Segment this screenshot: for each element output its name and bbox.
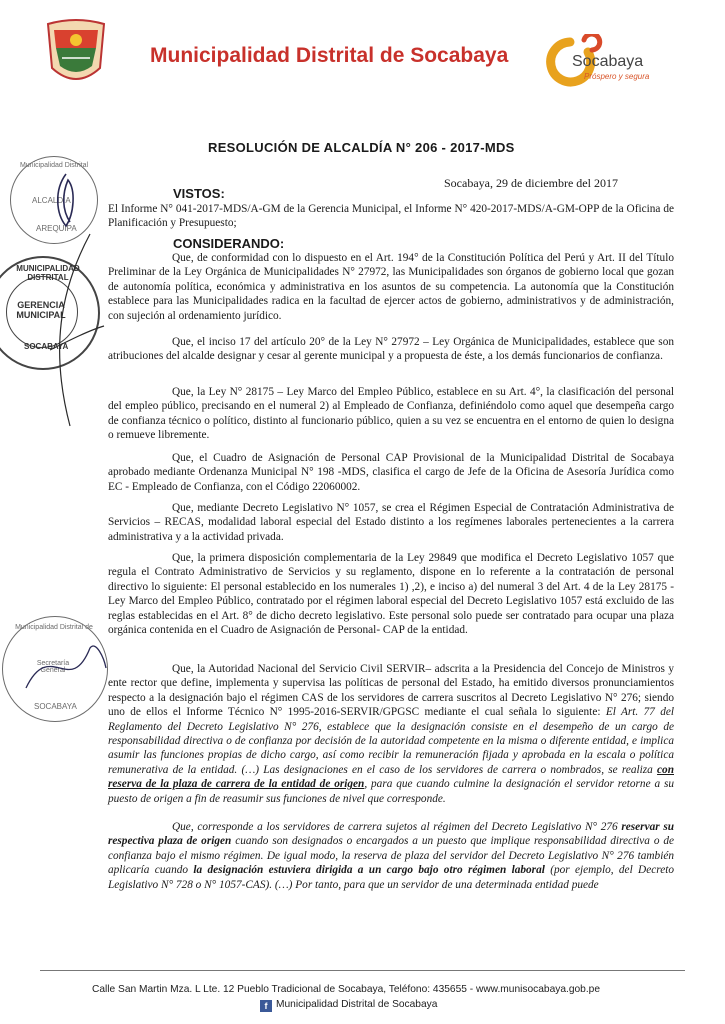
paragraph-3: Que, la Ley N° 28175 – Ley Marco del Empleo Público, establece en su Art. 4°, la clasificación del personal del empleo público, precisando en el numeral 2) al Empleado de Confianza, definiéndolo como aquel que desempeña cargo de confianza técnico o político, distinto al funcionario público, quien a su vez se encuentra en el entorno de quien lo designa o remueve libremente. — [108, 386, 674, 442]
emphasis-plaza: reservar su respectiva plaza de origen — [108, 821, 674, 848]
paragraph-6: Que, la primera disposición complementaria de la Ley 29849 que modifica el Decreto Legislativo 1057 que regula el Contrato Administrativo de Servicios y su reglamento, dispone en lo referente a la contratación de personal directivo lo siguiente: El personal establecido en los numerales 1) ,2), e inciso a) del numeral 3 del Art. 4 de la Ley 28175 - Ley Marco del Empleo Público, contratado por el régimen laboral especial del Decreto Legislativo 1057 está excluido de las reglas establecidas en el Art. 8° de dicho decreto legislativo. Este personal solo puede ser contratado para ocupar una plaza orgánica contenida en el Cuadro de Asignación de Personal- CAP de la entidad. — [108, 552, 674, 637]
emphasis-reserva: con reserva de la plaza de carrera de la entidad de origen — [108, 763, 674, 791]
considerando-heading: CONSIDERANDO: — [173, 236, 285, 251]
secretaria-stamp-bottom: SOCABAYA — [34, 702, 77, 711]
paragraph-2: Que, el inciso 17 del artículo 20° de la Ley N° 27972 – Ley Orgánica de Municipalidades, establece que son atribuciones del alcalde designar y cesar al gerente municipal y a propuesta de éste, a los demás funcionarios de confianza. — [108, 336, 674, 363]
resolution-date: Socabaya, 29 de diciembre del 2017 — [444, 176, 618, 190]
gerencia-stamp-center: GERENCIA MUNICIPAL — [16, 300, 66, 320]
facebook-icon: f — [260, 1000, 272, 1012]
secretaria-stamp-center: Secretaría General — [36, 660, 70, 674]
secretaria-stamp-top: Municipalidad Distrital de — [15, 624, 93, 631]
alcaldia-stamp-top: Municipalidad Distrital — [19, 162, 89, 169]
municipality-title: Municipalidad Distrital de Socabaya — [150, 44, 509, 67]
alcaldia-stamp-bottom: AREQUIPA — [36, 224, 77, 233]
gerencia-stamp-ring: MUNICIPALIDAD DISTRITAL — [16, 264, 80, 282]
paragraph-7: Que, la Autoridad Nacional del Servicio Civil SERVIR– adscrita a la Presidencia del Concejo de Ministros y ente rector que define, implementa y supervisa las políticas de personal del Estado, ha emitido diversos pronunciamientos respecto a la designación bajo el régimen CAS de los servidores de carrera suscritos al Decreto Legislativo N° 276; siendo uno de ellos el Informe Técnico N° 1995-2016-SERVIR/GPGSC mediante el cual señala lo siguiente: El Art. 77 del Reglamento del Decreto Legislativo N° 276, establece que la designación consiste en el desempeño de un cargo de responsabilidad directiva o de confianza por decisión de la autoridad competente en la misma o diferente entidad, e implica asumir las funciones propias de dicho cargo, así como recibir la remuneración fijada y aprobada en la escala o política remunerativa de la entidad. (…) Las designaciones en el caso de los servidores de carrera o nombrados, se realiza con reserva de la plaza de carrera de la entidad de origen, para que cuando culmine la designación el servidor retorne a su puesto de origen a fin de reasumir sus funciones de nivel que corresponde. — [108, 663, 674, 805]
emphasis-designacion: la designación estuviera dirigida a un cargo bajo otro régimen laboral — [193, 864, 545, 877]
footer-address: Calle San Martin Mza. L Lte. 12 Pueblo Tradicional de Socabaya, Teléfono: 435655 - www.munisocabaya.gob.pe — [92, 984, 600, 995]
municipal-crest-logo — [40, 18, 112, 90]
paragraph-4: Que, el Cuadro de Asignación de Personal CAP Provisional de la Municipalidad Distrital de Socabaya aprobado mediante Ordenanza Municipal N° 198 -MDS, clasifica el cargo de Jefe de la Oficina de Asesoría Jurídica como EC - Empleado de Confianza, con el Código 22060002. — [108, 452, 674, 493]
alcaldia-stamp-word: ALCALDÍA — [32, 196, 71, 205]
paragraph-5: Que, mediante Decreto Legislativo N° 1057, se crea el Régimen Especial de Contratación Administrativa de Servicios – RECAS, modalidad laboral especial del Estado distinto a los regímenes laborales pertenecientes a la carrera administrativa y a la actividad privada. — [108, 502, 674, 543]
paragraph-8: Que, corresponde a los servidores de carrera sujetos al régimen del Decreto Legislativo N° 276 reservar su respectiva plaza de origen cuando son designados o encargados a un puesto que implique responsabilidad directiva o de confianza bajo el mismo régimen. De igual modo, la reserva de plaza del servidor del Decreto Legislativo N° 276 también aplicaría cuando la designación estuviera dirigida a un cargo bajo otro régimen laboral (por ejemplo, del Decreto Legislativo N° 728 o N° 1057-CAS). (…) Por tanto, para que un servidor de una determinada entidad puede — [108, 821, 675, 891]
brand-tagline: Próspero y segura — [584, 72, 650, 81]
gerencia-stamp-bottom: SOCABAYA — [24, 342, 69, 351]
resolution-title: RESOLUCIÓN DE ALCALDÍA N° 206 - 2017-MDS — [208, 140, 515, 155]
footer-divider — [40, 970, 685, 971]
secretaria-signature — [20, 628, 110, 708]
footer-social — [260, 999, 437, 1012]
alcalde-signature — [52, 170, 82, 230]
brand-name: Socabaya — [572, 53, 644, 70]
servir-quote: El Art. 77 del Reglamento del Decreto Legislativo N° 276, establece que la designación consiste en el desempeño de un cargo de responsabilidad directiva o de confianza por decisión de la autoridad competente en la misma o diferente entidad, e implica asumir las funciones propias de dicho cargo, así como recibir la remuneración fijada y aprobada en la escala o política remunerativa de la entidad. (…) Las designaciones en el caso de los servidores de carrera o nombrados, se realiza — [108, 706, 674, 776]
footer-social-label: Municipalidad Distrital de Socabaya — [276, 999, 438, 1010]
vistos-text: El Informe N° 041-2017-MDS/A-GM de la Gerencia Municipal, el Informe N° 420-2017-MDS/A-GM-OPP de la Oficina de Planificación y Presupuesto; — [108, 203, 674, 230]
paragraph-1: Que, de conformidad con lo dispuesto en el Art. 194° de la Constitución Política del Perú y Art. II del Título Preliminar de la Ley Orgánica de Municipalidades N° 27972, las Municipalidades son órganos de gobierno local que gozan de autonomía política, económica y administrativa en los asuntos de su competencia. La autonomía que la Constitución establece para las Municipalidades radica en la facultad de ejercer actos de gobierno, administrativos y de administración, con sujeción al ordenamiento jurídico. — [108, 252, 674, 322]
vistos-heading: VISTOS: — [173, 186, 225, 201]
gerente-signature — [30, 230, 110, 430]
